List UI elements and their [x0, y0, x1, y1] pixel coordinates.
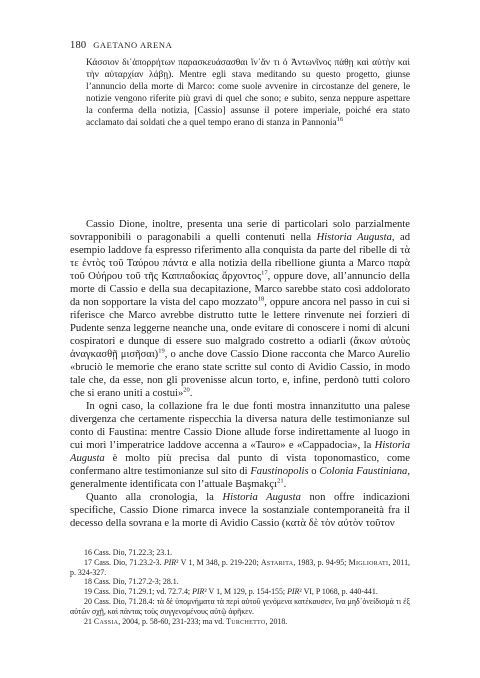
italic-run: PIR — [163, 557, 177, 567]
text-run: Quanto alla cronologia, la — [86, 492, 223, 503]
small-caps-run: Turchetto — [226, 616, 266, 626]
text-run: ² V 1, M 129, p. 154-155; — [204, 587, 288, 597]
footnote — [70, 548, 410, 558]
running-author: GAETANO ARENA — [93, 40, 173, 50]
footnote — [70, 597, 410, 617]
page-number: 180 — [70, 40, 87, 51]
footnote — [70, 558, 410, 578]
footnote-ref: 20 — [183, 386, 190, 394]
italic-run: PIR — [287, 587, 300, 597]
footnote — [70, 617, 410, 627]
text-run: 16 Cass. Dio, 71.22.3; 23.1. — [84, 548, 173, 557]
small-caps-run: Astarita — [260, 557, 294, 567]
main-text — [70, 218, 410, 530]
running-header — [70, 40, 172, 51]
small-caps-run: Migliorati — [348, 557, 389, 567]
footnote-ref: 16 — [336, 116, 344, 124]
body-paragraph — [70, 218, 410, 400]
text-run: Κάσσιον δι᾽ἀπορρήτων παρασκευάσασθαι ἵν᾽ἄν τι ὁ Ἀντωνῖνος πάθῃ καὶ αὐτὴν καὶ τὴν αὐταρχίαν λάβῃ). Mentre egli stava meditando su questo progetto, giunse l’annuncio della morte di Marco: come suole avvenire in circostanze del genere, le notizie vengono riferite più gravi di quel che sono; e subito, senza neppure aspettare la conferma della notizia, [Cassio] assunse il potere imperiale, poiché era stato acclamato dai soldati che a quel tempo erano di stanza in Pannonia — [86, 58, 410, 129]
footnote-ref: 21 — [277, 477, 284, 485]
small-caps-run: Cassia — [93, 616, 119, 626]
text-run: Cassio Dione, inoltre, presenta una serie di particolari solo parzialmente sovrapponibili o paragonabili a quelli contenuti nella — [70, 219, 410, 243]
text-run: 17 Cass. Dio, 71.23.2-3. — [84, 557, 164, 567]
text-run: . — [189, 388, 193, 399]
text-run: , o anche dove Cassio Dione racconta che Marco Aurelio «bruciò le memorie che erano state scritte sul conto di Avidio Cassio, in modo tale che, da esse, non gli provenisse alcun torto, e, infine, perdonò tutti coloro che si erano uniti a costui» — [70, 349, 410, 399]
text-run: , 2004, p. 58-60, 231-233; ma vd. — [118, 616, 227, 626]
italic-run: PIR — [192, 587, 205, 597]
italic-run: Historia Augusta — [316, 232, 392, 243]
text-run: , generalmente identificata con l’attuale Başmakçı — [70, 466, 410, 490]
text-run: ² VI, P 1068, p. 440-441. — [299, 587, 378, 597]
footnotes — [70, 548, 410, 626]
footnote-ref: 17 — [261, 269, 268, 277]
text-run: o — [308, 466, 320, 477]
italic-run: Colonia Faustiniana — [319, 466, 408, 477]
text-run: è molto più precisa dal punto di vista toponomastico, come confermano altre testimonianze sul sito di — [70, 453, 410, 477]
body-paragraph — [70, 400, 410, 491]
text-run: . — [283, 479, 287, 490]
text-run: , 1983, p. 94-95; — [293, 557, 349, 567]
text-run: , oppure dove, all’annuncio della morte di Cassio e della sua decapitazione, Marco sarebbe stato così addolorato da non sopportare la vista del capo mozzato — [70, 271, 410, 308]
text-run: non offre indicazioni specifiche, Cassio Dione rimarca invece la sostanziale contemporaneità fra il decesso della sovrana e la morte di Avidio Cassio (κατὰ δὲ τὸν αὐτὸν τοῦτον — [70, 492, 411, 529]
text-run: , ad esempio laddove fa espresso riferimento alla conquista da parte del ribelle di τὰ τε ἐντὸς τοῦ Ταύρου πάντα e alla notizia della ribellione giunta a Marco παρὰ τοῦ Οὐήρου τοῦ τῆς Καππαδοκίας ἄρχοντος — [70, 232, 411, 282]
text-run: 18 Cass. Dio, 71.27.2-3; 28.1. — [84, 577, 179, 587]
body-paragraph — [70, 491, 410, 530]
footnote-ref: 18 — [257, 295, 265, 303]
text-run: , 2011, p. 324-327. — [70, 557, 411, 577]
text-run: 19 Cass. Dio, 71.29.1; vd. 72.7.4; — [84, 587, 193, 597]
block-quote — [86, 57, 410, 130]
quote-paragraph — [86, 57, 410, 130]
italic-run: Historia Augusta — [70, 440, 410, 464]
text-run: In ogni caso, la collazione fra le due fonti mostra innanzitutto una palese divergenza che certamente rispecchia la diversa natura delle testimonianze sul conto di Faustina: mentre Cassio Dione allude forse indirettamente al luogo in cui morì l’imperatrice laddove accenna a «Tauro» e «Cappadocia», la — [70, 401, 410, 451]
text-run: ² V 1, M 348, p. 219-220; — [176, 557, 261, 567]
text-run: , oppure ancora nel passo in cui si riferisce che Marco avrebbe distrutto tutte le lettere rinvenute nei forzieri di Pudente senza leggerne neanche una, onde evitare di conoscere i nomi di alcuni cospiratori e dunque di essere suo malgrado costretto a odiarli (ἄκων αὐτοὺς ἀναγκασθῇ μισῆσαι) — [70, 297, 410, 360]
italic-run: Faustinopolis — [250, 466, 309, 477]
text-run: 21 — [84, 616, 94, 626]
footnote-ref: 19 — [158, 347, 165, 355]
footnote — [70, 587, 410, 597]
italic-run: Historia Augusta — [222, 492, 301, 503]
text-run: , 2018. — [265, 616, 288, 626]
footnote — [70, 577, 410, 587]
text-run: 20 Cass. Dio, 71.28.4: τὰ δὲ ὑπομνήματα τὰ περὶ αὐτοῦ γενόμενα κατέκαυσεν, ἵνα μηδ᾽ὀνείδισμά τι ἐξ αὐτῶν σχῇ, καὶ πάντας τοὺς συγγενομένους αὐτῷ ἀφῆκεν. — [70, 596, 410, 616]
